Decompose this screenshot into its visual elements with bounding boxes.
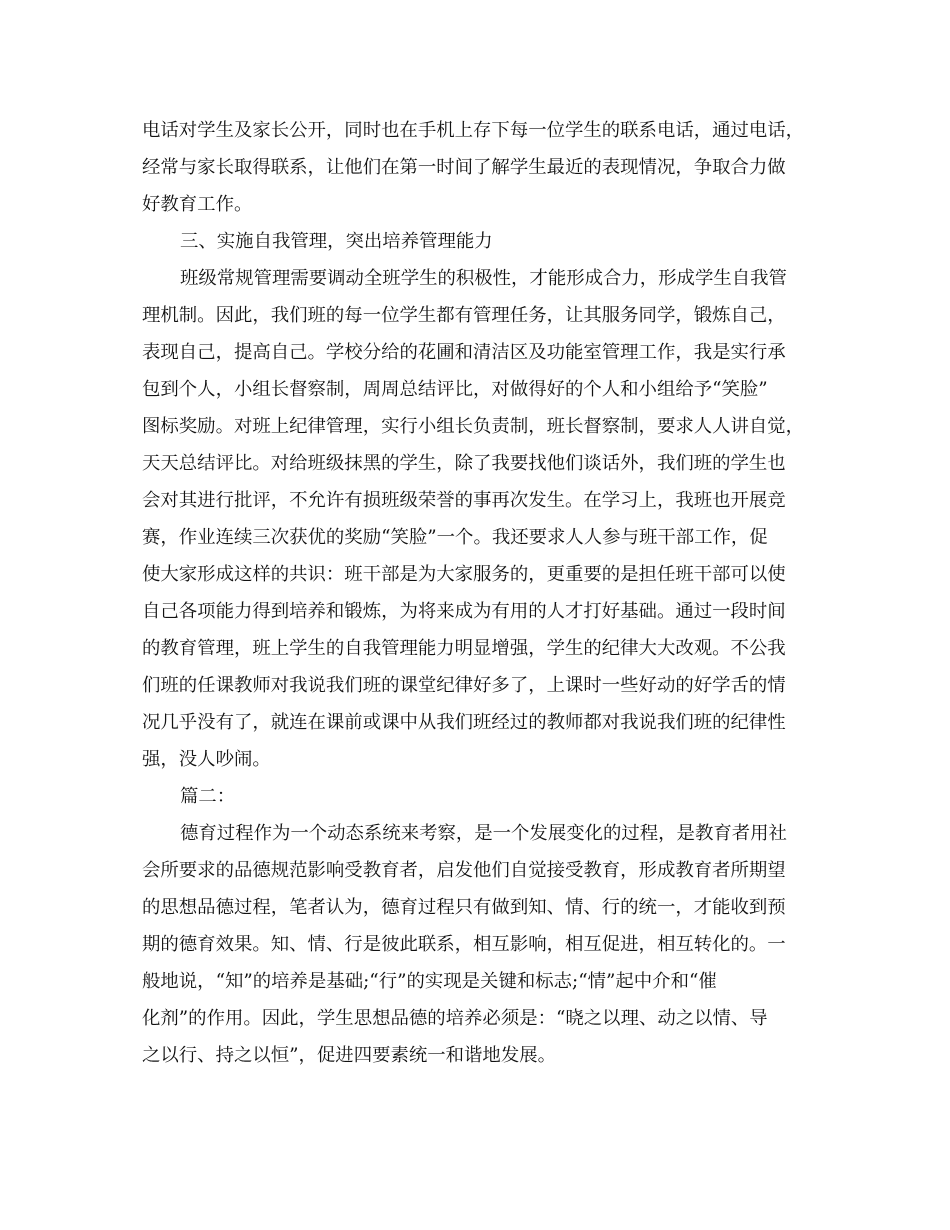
text-line: 会所要求的品德规范影响受教育者，启发他们自觉接受教育，形成教育者所期望 xyxy=(142,860,786,881)
text-line: 电话对学生及家长公开，同时也在手机上存下每一位学生的联系电话，通过电话， xyxy=(142,120,805,141)
text-line: 化剂”的作用。因此，学生思想品德的培养必须是：“晓之以理、动之以情、导 xyxy=(142,1008,768,1029)
section-heading: 三、实施自我管理，突出培养管理能力 xyxy=(180,231,493,252)
text-line: 理机制。因此，我们班的每一位学生都有管理任务，让其服务同学，锻炼自己， xyxy=(142,305,786,326)
section-heading: 篇二： xyxy=(180,786,236,807)
text-line: 包到个人，小组长督察制，周周总结评比，对做得好的个人和小组给予“笑脸” xyxy=(142,379,768,400)
text-line: 强，没人吵闹。 xyxy=(142,749,271,770)
text-line: 们班的任课教师对我说我们班的课堂纪律好多了，上课时一些好动的好学舌的情 xyxy=(142,675,786,696)
text-line: 经常与家长取得联系，让他们在第一时间了解学生最近的表现情况，争取合力做 xyxy=(142,157,786,178)
text-line: 会对其进行批评，不允许有损班级荣誉的事再次发生。在学习上，我班也开展竞 xyxy=(142,490,786,511)
text-line: 图标奖励。对班上纪律管理，实行小组长负责制，班长督察制，要求人人讲自觉， xyxy=(142,416,805,437)
text-line: 的思想品德过程，笔者认为，德育过程只有做到知、情、行的统一，才能收到预 xyxy=(142,897,786,918)
text-line: 使大家形成这样的共识：班干部是为大家服务的，更重要的是担任班干部可以使 xyxy=(142,564,786,585)
text-line: 好教育工作。 xyxy=(142,194,253,215)
text-line: 德育过程作为一个动态系统来考察，是一个发展变化的过程，是教育者用社 xyxy=(180,823,787,844)
text-line: 赛，作业连续三次获优的奖励“笑脸”一个。我还要求人人参与班干部工作，促 xyxy=(142,527,768,548)
text-line: 表现自己，提高自己。学校分给的花圃和清洁区及功能室管理工作，我是实行承 xyxy=(142,342,786,363)
text-line: 般地说，“知”的培养是基础;“行”的实现是关键和标志;“情”起中介和“催 xyxy=(142,971,717,992)
text-line: 的教育管理，班上学生的自我管理能力明显增强，学生的纪律大大改观。不公我 xyxy=(142,638,786,659)
text-line: 天天总结评比。对给班级抹黑的学生，除了我要找他们谈话外，我们班的学生也 xyxy=(142,453,786,474)
text-line: 况几乎没有了，就连在课前或课中从我们班经过的教师都对我说我们班的纪律性 xyxy=(142,712,786,733)
text-line: 自己各项能力得到培养和锻炼，为将来成为有用的人才打好基础。通过一段时间 xyxy=(142,601,786,622)
text-line: 之以行、持之以恒”，促进四要素统一和谐地发展。 xyxy=(142,1045,556,1066)
text-line: 期的德育效果。知、情、行是彼此联系，相互影响，相互促进，相互转化的。一 xyxy=(142,934,786,955)
text-line: 班级常规管理需要调动全班学生的积极性，才能形成合力，形成学生自我管 xyxy=(180,268,787,289)
